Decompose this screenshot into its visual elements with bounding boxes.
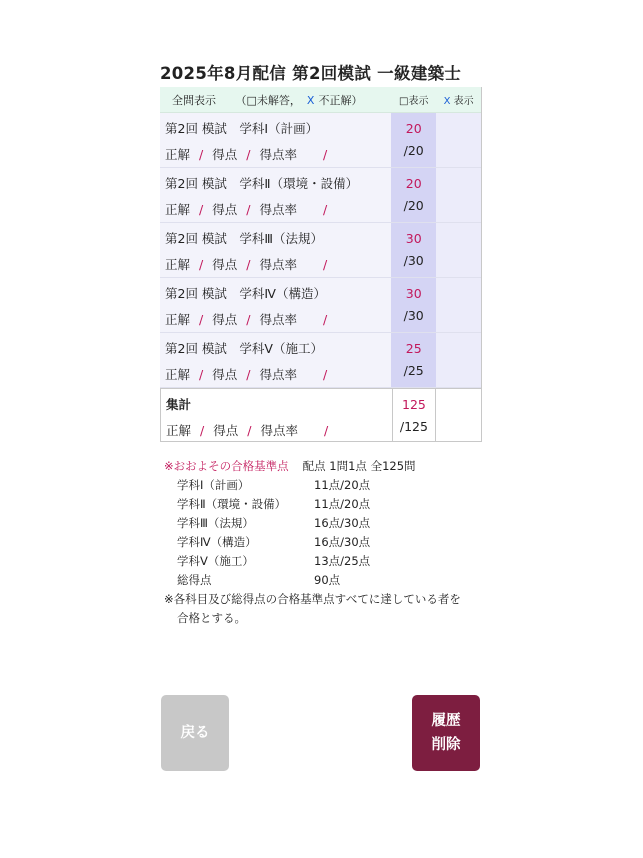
delete-history-button[interactable] (412, 695, 480, 771)
rate-label: 得点率 (260, 423, 298, 438)
criteria-item (164, 514, 464, 533)
subject-score-button[interactable] (391, 278, 436, 332)
criteria-item (164, 476, 464, 495)
subject-row[interactable] (160, 278, 481, 333)
correct-label: 正解 (166, 423, 192, 438)
summary-extra-cell (436, 389, 481, 441)
legend-unanswered: □未解答， (246, 93, 301, 107)
separator: / (199, 312, 204, 327)
separator: / (322, 312, 328, 327)
subject-metrics (165, 200, 391, 222)
subject-total: /30 (403, 253, 424, 268)
rate-label: 得点率 (259, 202, 297, 217)
legend-incorrect: 不正解 (318, 93, 352, 107)
summary-got: 125 (402, 397, 426, 412)
subject-metrics (165, 145, 391, 167)
separator: / (247, 423, 252, 438)
show-unanswered-label: □表示 (399, 96, 429, 107)
subject-name: 第2回 模試 学科Ⅱ（環境・設備） (165, 176, 359, 191)
show-all-label: 全問表示 (172, 93, 216, 107)
separator: / (322, 257, 328, 272)
separator: / (246, 257, 251, 272)
criteria-subject: 学科Ⅲ（法規） (177, 516, 254, 530)
subject-row[interactable] (160, 333, 481, 388)
separator: / (199, 202, 204, 217)
subject-incorrect-cell[interactable] (436, 333, 481, 387)
subject-name: 第2回 模試 学科Ⅳ（構造） (165, 286, 326, 301)
criteria-subject: 総得点 (177, 573, 212, 587)
criteria-item (164, 571, 464, 590)
notes-title: ※おおよその合格基準点 (164, 459, 289, 473)
subject-incorrect-cell[interactable] (436, 168, 481, 222)
separator: / (246, 312, 251, 327)
subject-got: 25 (405, 341, 422, 356)
rate-label: 得点率 (259, 367, 297, 382)
summary-row (160, 388, 481, 442)
subject-total: /20 (403, 143, 424, 158)
separator: / (246, 367, 251, 382)
subject-total: /20 (403, 198, 424, 213)
points-label: 得点 (212, 147, 238, 162)
subject-name: 第2回 模試 学科Ⅲ（法規） (165, 231, 324, 246)
show-unanswered-toggle[interactable] (391, 92, 436, 107)
subject-total: /30 (403, 308, 424, 323)
rate-label: 得点率 (259, 147, 297, 162)
rate-label: 得点率 (259, 312, 297, 327)
separator: / (322, 147, 328, 162)
separator: / (323, 423, 329, 438)
summary-score (392, 389, 437, 441)
delete-history-label-line2: 削除 (431, 737, 461, 753)
criteria-item (164, 552, 464, 571)
criteria-threshold: 16点/30点 (314, 535, 371, 549)
subject-incorrect-cell[interactable] (436, 113, 481, 167)
points-label: 得点 (213, 423, 239, 438)
criteria-subject: 学科Ⅰ（計画） (177, 478, 250, 492)
x-icon: X (306, 93, 315, 107)
separator: / (322, 367, 328, 382)
subject-name: 第2回 模試 学科Ⅰ（計画） (165, 121, 319, 136)
rate-label: 得点率 (259, 257, 297, 272)
points-label: 得点 (212, 257, 238, 272)
subject-metrics (165, 310, 391, 332)
subject-score-button[interactable] (391, 223, 436, 277)
subject-score-button[interactable] (391, 333, 436, 387)
criteria-threshold: 13点/25点 (314, 554, 371, 568)
points-label: 得点 (212, 312, 238, 327)
show-all-filter[interactable] (160, 92, 391, 108)
passing-criteria-notes (164, 457, 464, 628)
page-title: 2025年8月配信 第2回模試 一級建築士 (160, 64, 462, 83)
subject-score-button[interactable] (391, 113, 436, 167)
results-table (160, 87, 482, 442)
criteria-threshold: 16点/30点 (314, 516, 371, 530)
criteria-threshold: 11点/20点 (314, 478, 371, 492)
correct-label: 正解 (165, 367, 191, 382)
show-incorrect-label: 表示 (453, 96, 474, 107)
subject-got: 30 (405, 286, 422, 301)
summary-metrics (166, 421, 392, 443)
criteria-threshold: 11点/20点 (314, 497, 371, 511)
correct-label: 正解 (165, 147, 191, 162)
correct-label: 正解 (165, 257, 191, 272)
back-button-label: 戻る (180, 725, 210, 741)
subject-metrics (165, 365, 391, 387)
separator: / (199, 147, 204, 162)
subject-row[interactable] (160, 223, 481, 278)
subject-got: 20 (405, 176, 422, 191)
subject-incorrect-cell[interactable] (436, 278, 481, 332)
subject-incorrect-cell[interactable] (436, 223, 481, 277)
separator: / (199, 367, 204, 382)
summary-label: 集計 (166, 397, 192, 412)
criteria-subject: 学科Ⅳ（構造） (177, 535, 257, 549)
x-icon: X (443, 96, 451, 107)
correct-label: 正解 (165, 202, 191, 217)
notes-meta: 配点 1問1点 全125問 (302, 459, 416, 473)
subject-name: 第2回 模試 学科Ⅴ（施工） (165, 341, 323, 356)
subject-got: 20 (405, 121, 422, 136)
delete-history-label-line1: 履歴 (431, 713, 461, 729)
separator: / (199, 257, 204, 272)
separator: / (322, 202, 328, 217)
separator: / (246, 202, 251, 217)
subject-score-button[interactable] (391, 168, 436, 222)
correct-label: 正解 (165, 312, 191, 327)
subject-got: 30 (405, 231, 422, 246)
filter-bar (160, 87, 481, 113)
separator: / (246, 147, 251, 162)
subject-total: /25 (403, 363, 424, 378)
subject-metrics (165, 255, 391, 277)
subject-row[interactable] (160, 168, 481, 223)
legend-close: ） (351, 93, 363, 107)
show-incorrect-toggle[interactable] (436, 92, 481, 107)
criteria-threshold: 90点 (314, 573, 341, 587)
points-label: 得点 (212, 202, 238, 217)
points-label: 得点 (212, 367, 238, 382)
back-button[interactable] (161, 695, 229, 771)
notes-footnote: ※各科目及び総得点の合格基準点すべてに達している者を合格とする。 (164, 592, 461, 625)
separator: / (200, 423, 205, 438)
criteria-subject: 学科Ⅴ（施工） (177, 554, 254, 568)
legend-open: （ (235, 93, 247, 107)
criteria-item (164, 533, 464, 552)
subject-row[interactable] (160, 113, 481, 168)
notes-header (164, 457, 464, 476)
summary-total: /125 (399, 419, 428, 434)
criteria-subject: 学科Ⅱ（環境・設備） (177, 497, 287, 511)
criteria-item (164, 495, 464, 514)
